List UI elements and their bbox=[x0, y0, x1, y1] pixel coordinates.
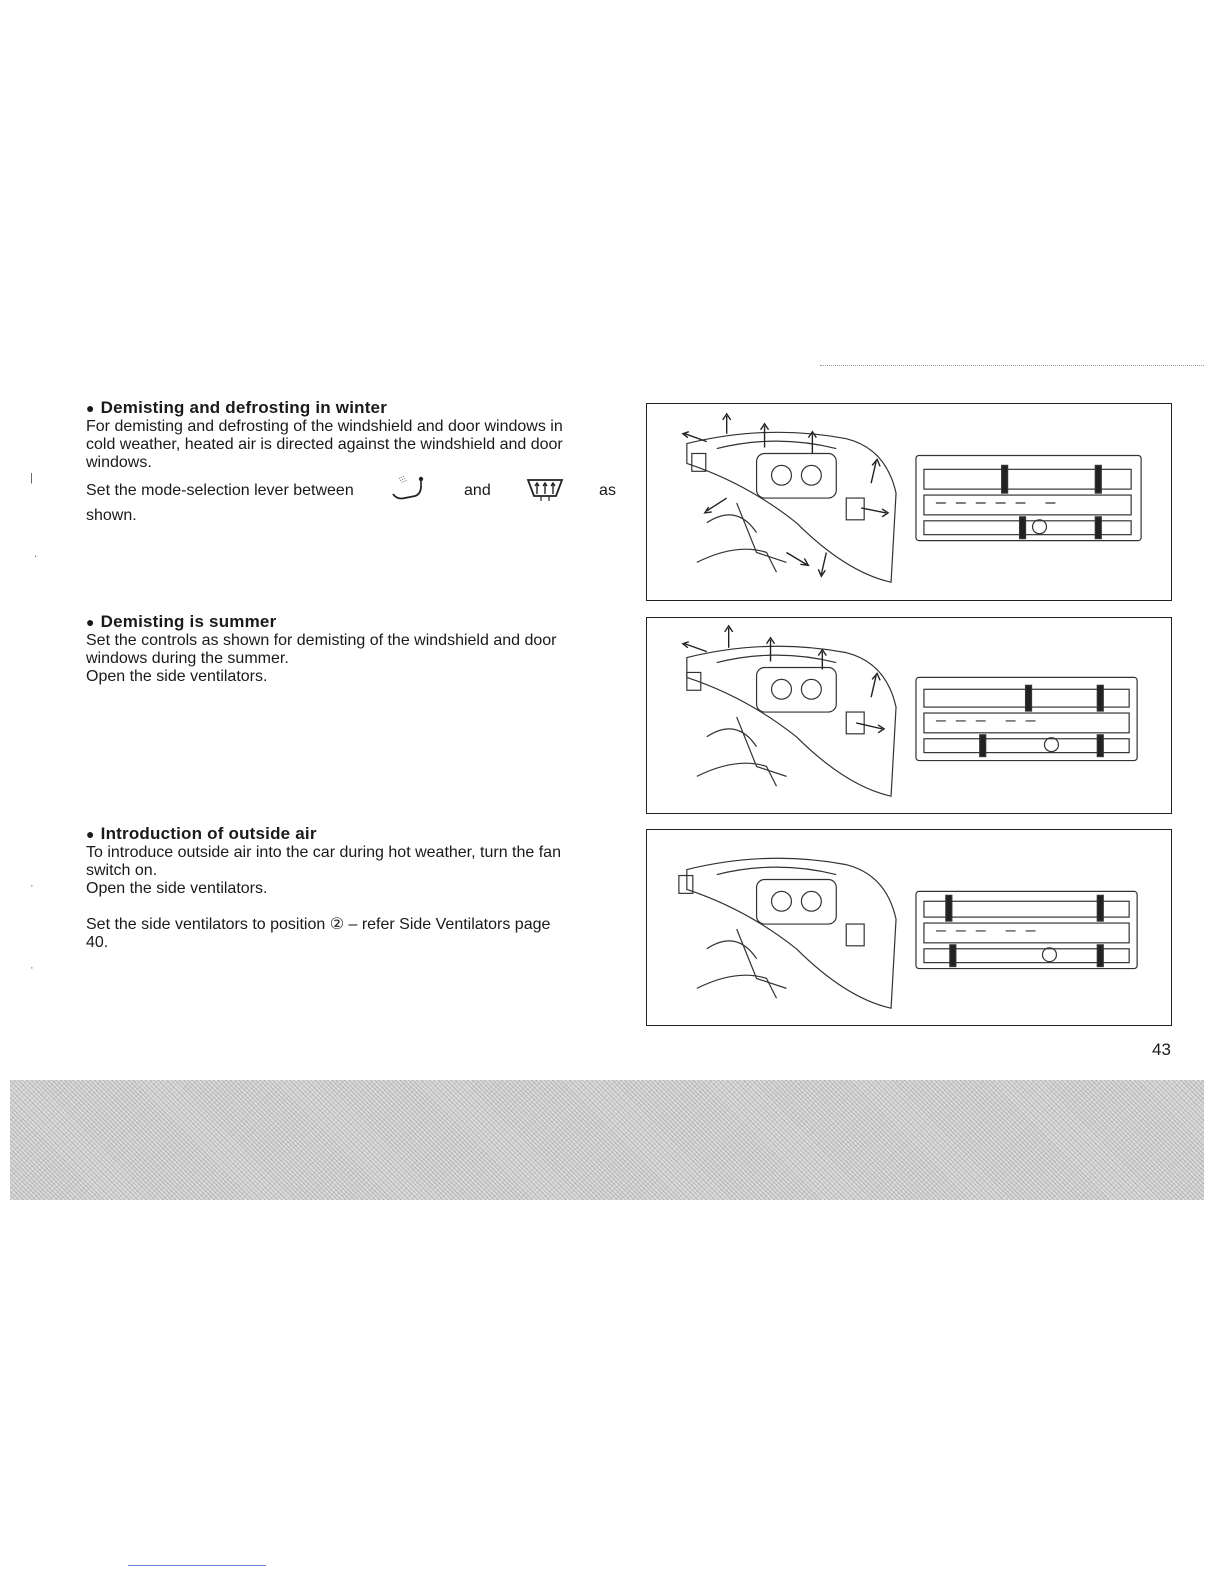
header-dotted-rule bbox=[820, 365, 1204, 366]
bullet-icon: ● bbox=[86, 826, 95, 842]
page-number: 43 bbox=[1152, 1040, 1171, 1059]
scan-artifact-band bbox=[10, 1080, 1204, 1200]
section-outside-air bbox=[86, 824, 616, 952]
bullet-icon: ● bbox=[86, 400, 95, 416]
section-winter-demisting bbox=[86, 398, 616, 525]
dashboard-illustration bbox=[687, 432, 896, 582]
dashboard-illustration bbox=[687, 646, 896, 796]
defrost-mode-icon bbox=[524, 474, 566, 507]
floor-defrost-mode-icon bbox=[387, 474, 431, 507]
scan-speck: . bbox=[34, 548, 38, 560]
body-line: windows. bbox=[86, 454, 152, 471]
scan-speck: · bbox=[30, 962, 34, 974]
body-line: For demisting and defrosting of the windshield and door windows in bbox=[86, 418, 563, 435]
body-line: Set the controls as shown for demisting of the windshield and door bbox=[86, 632, 557, 649]
bullet-icon: ● bbox=[86, 614, 95, 630]
scan-speck: · bbox=[30, 880, 34, 892]
body-line: cold weather, heated air is directed against the windshield and door bbox=[86, 436, 563, 453]
control-panel-illustration bbox=[916, 677, 1137, 760]
control-panel-illustration bbox=[916, 455, 1141, 540]
section-heading: ● Introduction of outside air bbox=[86, 824, 317, 843]
body-line: 40. bbox=[86, 934, 109, 951]
body-line: Open the side ventilators. bbox=[86, 880, 268, 897]
body-line: shown. bbox=[86, 507, 137, 524]
figure-outside-air bbox=[646, 829, 1172, 1026]
section-summer-demisting bbox=[86, 612, 616, 686]
section-heading: ● Demisting is summer bbox=[86, 612, 277, 631]
control-panel-illustration bbox=[916, 891, 1137, 968]
body-line: windows during the summer. bbox=[86, 650, 289, 667]
scan-speck: | bbox=[30, 472, 33, 484]
body-line: Open the side ventilators. bbox=[86, 668, 268, 685]
section-heading: ● Demisting and defrosting in winter bbox=[86, 398, 388, 417]
body-line: Set the side ventilators to position ② – refer Side Ventilators page bbox=[86, 916, 551, 933]
body-line: To introduce outside air into the car during hot weather, turn the fan bbox=[86, 844, 561, 861]
instruction-line: Set the mode-selection lever between and as bbox=[86, 474, 616, 507]
figure-winter-defrost bbox=[646, 403, 1172, 601]
dashboard-illustration bbox=[679, 858, 896, 1008]
bottom-rule bbox=[128, 1565, 266, 1566]
figure-summer-demist bbox=[646, 617, 1172, 814]
body-line: switch on. bbox=[86, 862, 158, 879]
